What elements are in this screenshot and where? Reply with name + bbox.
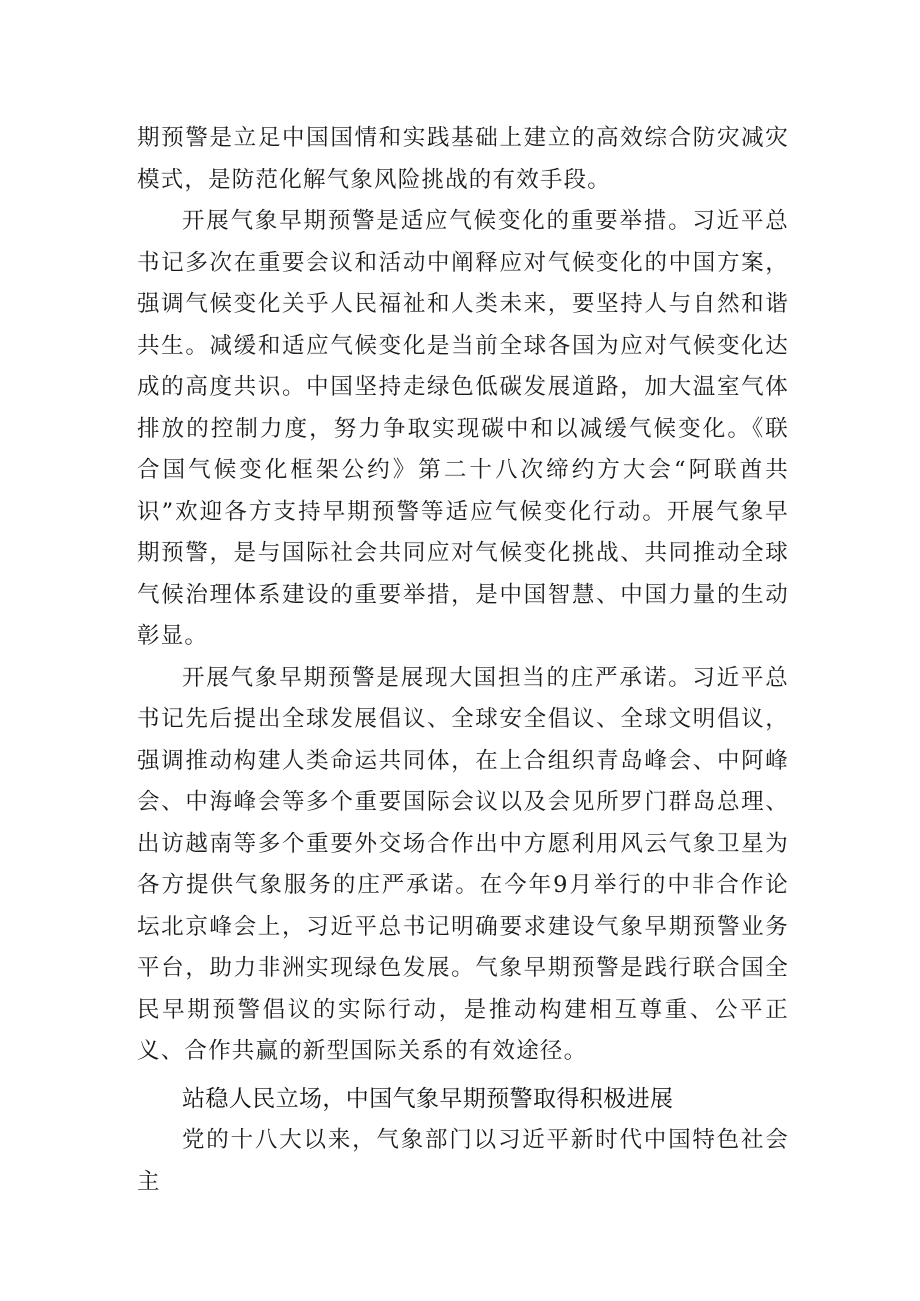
paragraph-major-country-commitment: 开展气象早期预警是展现大国担当的庄严承诺。习近平总书记先后提出全球发展倡议、全球安全倡议、全球文明倡议，强调推动构建人类命运共同体，在上合组织青岛峰会、中阿峰会、中海峰会等多个重要国际会议以及会见所罗门群岛总理、出访越南等多个重要外交场合作出中方愿利用风云气象卫星为各方提供气象服务的庄严承诺。在今年9月举行的中非合作论坛北京峰会上，习近平总书记明确要求建设气象早期预警业务平台，助力非洲实现绿色发展。气象早期预警是践行联合国全民早期预警倡议的实际行动，是推动构建相互尊重、公平正义、合作共赢的新型国际关系的有效途径。 [137,664,789,1064]
paragraph-section-intro: 党的十八大以来，气象部门以习近平新时代中国特色社会主 [137,1127,789,1195]
section-heading: 站稳人民立场，中国气象早期预警取得积极进展 [182,1085,674,1112]
paragraph-continuation: 期预警是立足中国国情和实践基础上建立的高效综合防灾减灾模式，是防范化解气象风险挑战的有效手段。 [137,125,789,193]
paragraph-climate-adaptation: 开展气象早期预警是适应气候变化的重要举措。习近平总书记多次在重要会议和活动中阐释应对气候变化的中国方案，强调气候变化关乎人民福祉和人类未来，要坚持人与自然和谐共生。减缓和适应气候变化是当前全球各国为应对气候变化达成的高度共识。中国坚持走绿色低碳发展道路，加大温室气体排放的控制力度，努力争取实现碳中和以减缓气候变化。《联合国气候变化框架公约》第二十八次缔约方大会“阿联酋共识”欢迎各方支持早期预警等适应气候变化行动。开展气象早期预警，是与国际社会共同应对气候变化挑战、共同推动全球气候治理体系建设的重要举措，是中国智慧、中国力量的生动彰显。 [137,208,789,649]
document-body [137,118,789,1203]
